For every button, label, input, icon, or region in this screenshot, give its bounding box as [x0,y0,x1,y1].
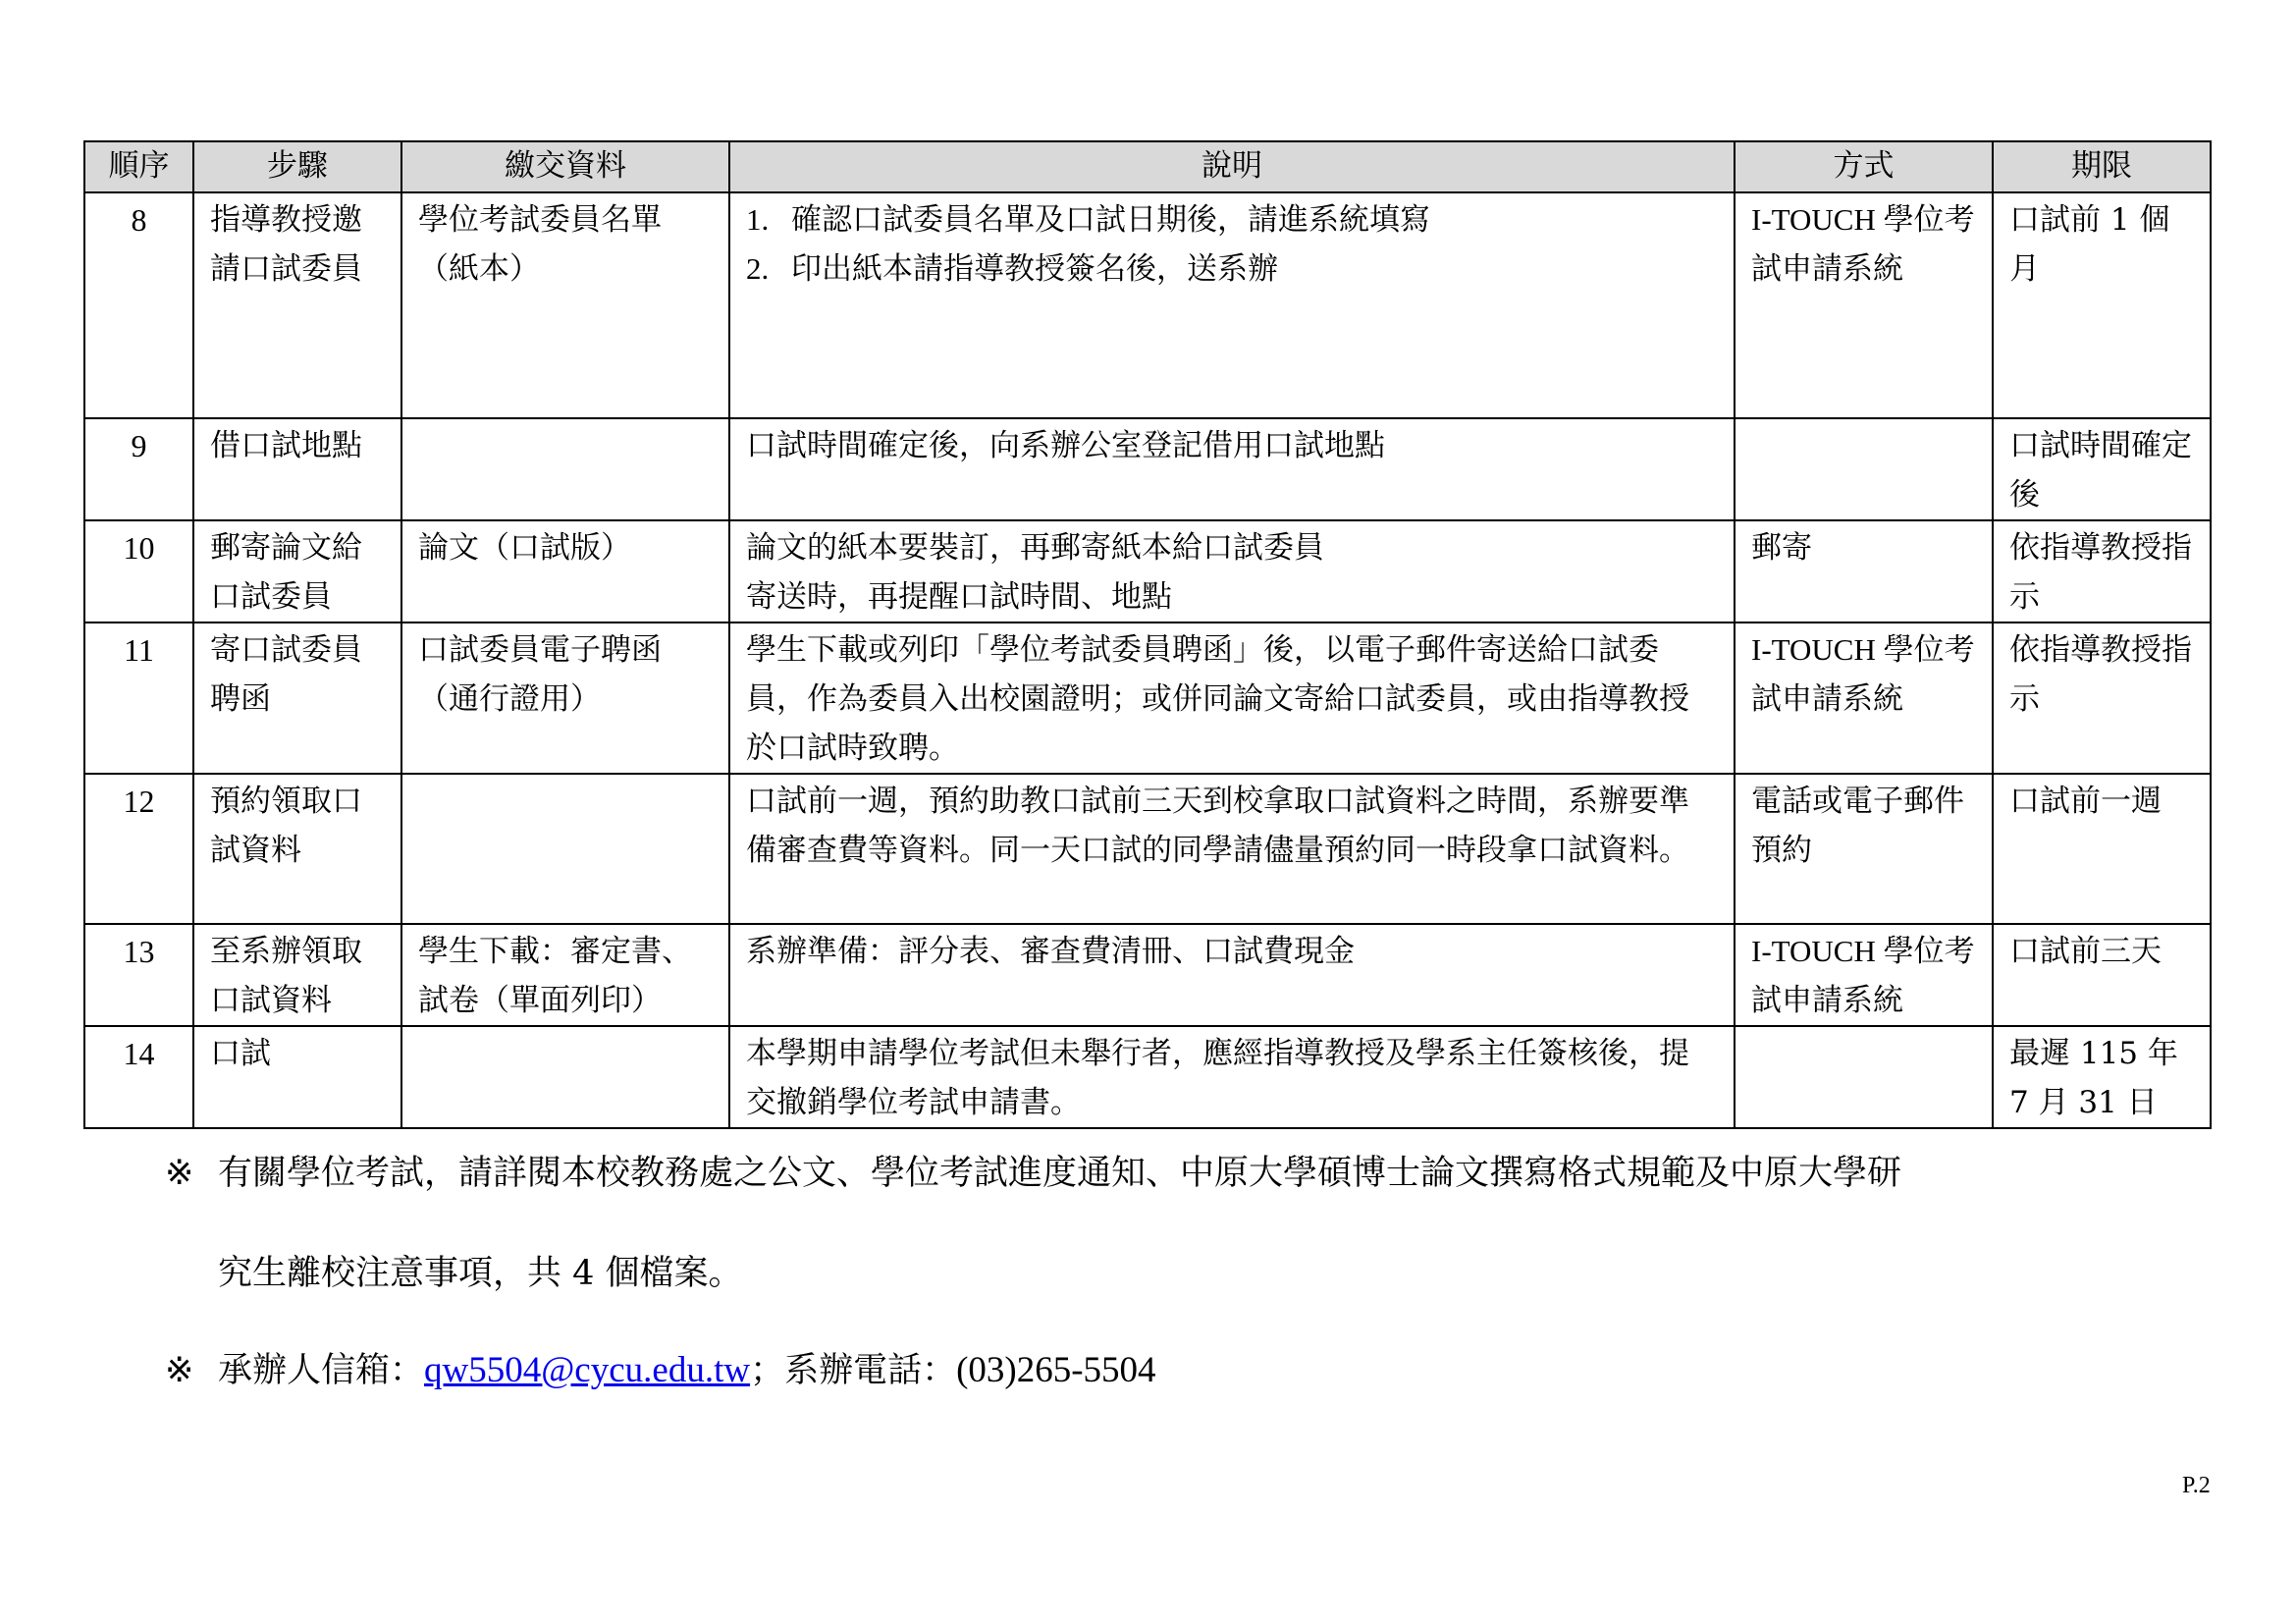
row-step: 寄口試委員聘函 [193,623,401,774]
row-materials: 學位考試委員名單（紙本） [401,192,729,418]
row-number: 9 [84,418,193,520]
row-step: 口試 [193,1026,401,1128]
row-step: 借口試地點 [193,418,401,520]
row-description: 學生下載或列印「學位考試委員聘函」後，以電子郵件寄送給口試委員，作為委員入出校園證明；或併同論文寄給口試委員，或由指導教授於口試時致聘。 [729,623,1735,774]
row-number: 12 [84,774,193,924]
row-description: 口試前一週，預約助教口試前三天到校拿取口試資料之時間，系辦要準備審查費等資料。同一天口試的同學請儘量預約同一時段拿口試資料。 [729,774,1735,924]
row-description [729,192,1735,418]
description-list-item: 1. 確認口試委員名單及口試日期後，請進系統填寫 [746,202,1430,238]
row-description: 本學期申請學位考試但未舉行者，應經指導教授及學系主任簽核後，提交撤銷學位考試申請書。 [729,1026,1735,1128]
office-phone-number: (03)265-5504 [956,1350,1156,1390]
row-materials: 口試委員電子聘函（通行證用） [401,623,729,774]
row-method: I-TOUCH 學位考試申請系統 [1735,924,1993,1026]
header-description: 說明 [729,141,1735,192]
reference-note-continued: 究生離校注意事項，共 4 個檔案。 [218,1254,743,1293]
row-deadline: 口試前三天 [1993,924,2211,1026]
page-number: P.2 [2182,1473,2211,1498]
row-number: 11 [84,623,193,774]
row-step: 指導教授邀請口試委員 [193,192,401,418]
header-deadline: 期限 [1993,141,2211,192]
description-list-item: 2. 印出紙本請指導教授簽名後，送系辦 [746,251,1278,287]
row-method: 電話或電子郵件預約 [1735,774,1993,924]
row-method [1735,1026,1993,1128]
reference-mark-icon: ※ [165,1351,194,1390]
table-row [84,418,2211,520]
table-header-row [84,141,2211,192]
description-line: 論文的紙本要裝訂，再郵寄紙本給口試委員 [746,530,1324,566]
thesis-procedure-table [83,140,2212,1129]
header-method: 方式 [1735,141,1993,192]
row-method: I-TOUCH 學位考試申請系統 [1735,192,1993,418]
row-materials: 論文（口試版） [401,520,729,623]
row-number: 13 [84,924,193,1026]
reference-mark-icon: ※ [165,1154,194,1193]
row-deadline: 口試前 1 個月 [1993,192,2211,418]
row-method: I-TOUCH 學位考試申請系統 [1735,623,1993,774]
row-step: 預約領取口試資料 [193,774,401,924]
table-row [84,623,2211,774]
row-method: 郵寄 [1735,520,1993,623]
row-deadline: 口試前一週 [1993,774,2211,924]
contact-email-label: 承辦人信箱： [218,1351,425,1390]
row-step: 至系辦領取口試資料 [193,924,401,1026]
row-step: 郵寄論文給口試委員 [193,520,401,623]
row-number: 8 [84,192,193,418]
row-materials [401,418,729,520]
row-materials [401,774,729,924]
reference-note-text: 有關學位考試，請詳閱本校教務處之公文、學位考試進度通知、中原大學碩博士論文撰寫格式規範及中原大學研 [218,1154,1902,1193]
table-row [84,774,2211,924]
contact-email-link[interactable]: qw5504@cycu.edu.tw [424,1350,751,1390]
row-description: 口試時間確定後，向系辦公室登記借用口試地點 [729,418,1735,520]
row-deadline: 依指導教授指示 [1993,623,2211,774]
header-materials: 繳交資料 [401,141,729,192]
row-description [729,520,1735,623]
table-row [84,1026,2211,1128]
row-deadline: 最遲 115 年 7 月 31 日 [1993,1026,2211,1128]
row-method [1735,418,1993,520]
row-deadline: 依指導教授指示 [1993,520,2211,623]
reference-note [165,1149,1901,1198]
table-row [84,520,2211,623]
table-row [84,192,2211,418]
header-step: 步驟 [193,141,401,192]
description-line: 寄送時，再提醒口試時間、地點 [746,579,1172,615]
office-phone-label: ；系辦電話： [750,1351,957,1390]
table-row [84,924,2211,1026]
header-order: 順序 [84,141,193,192]
row-materials: 學生下載：審定書、試卷（單面列印） [401,924,729,1026]
contact-info [165,1346,1156,1395]
row-deadline: 口試時間確定後 [1993,418,2211,520]
row-number: 14 [84,1026,193,1128]
row-number: 10 [84,520,193,623]
row-description: 系辦準備：評分表、審查費清冊、口試費現金 [729,924,1735,1026]
row-materials [401,1026,729,1128]
